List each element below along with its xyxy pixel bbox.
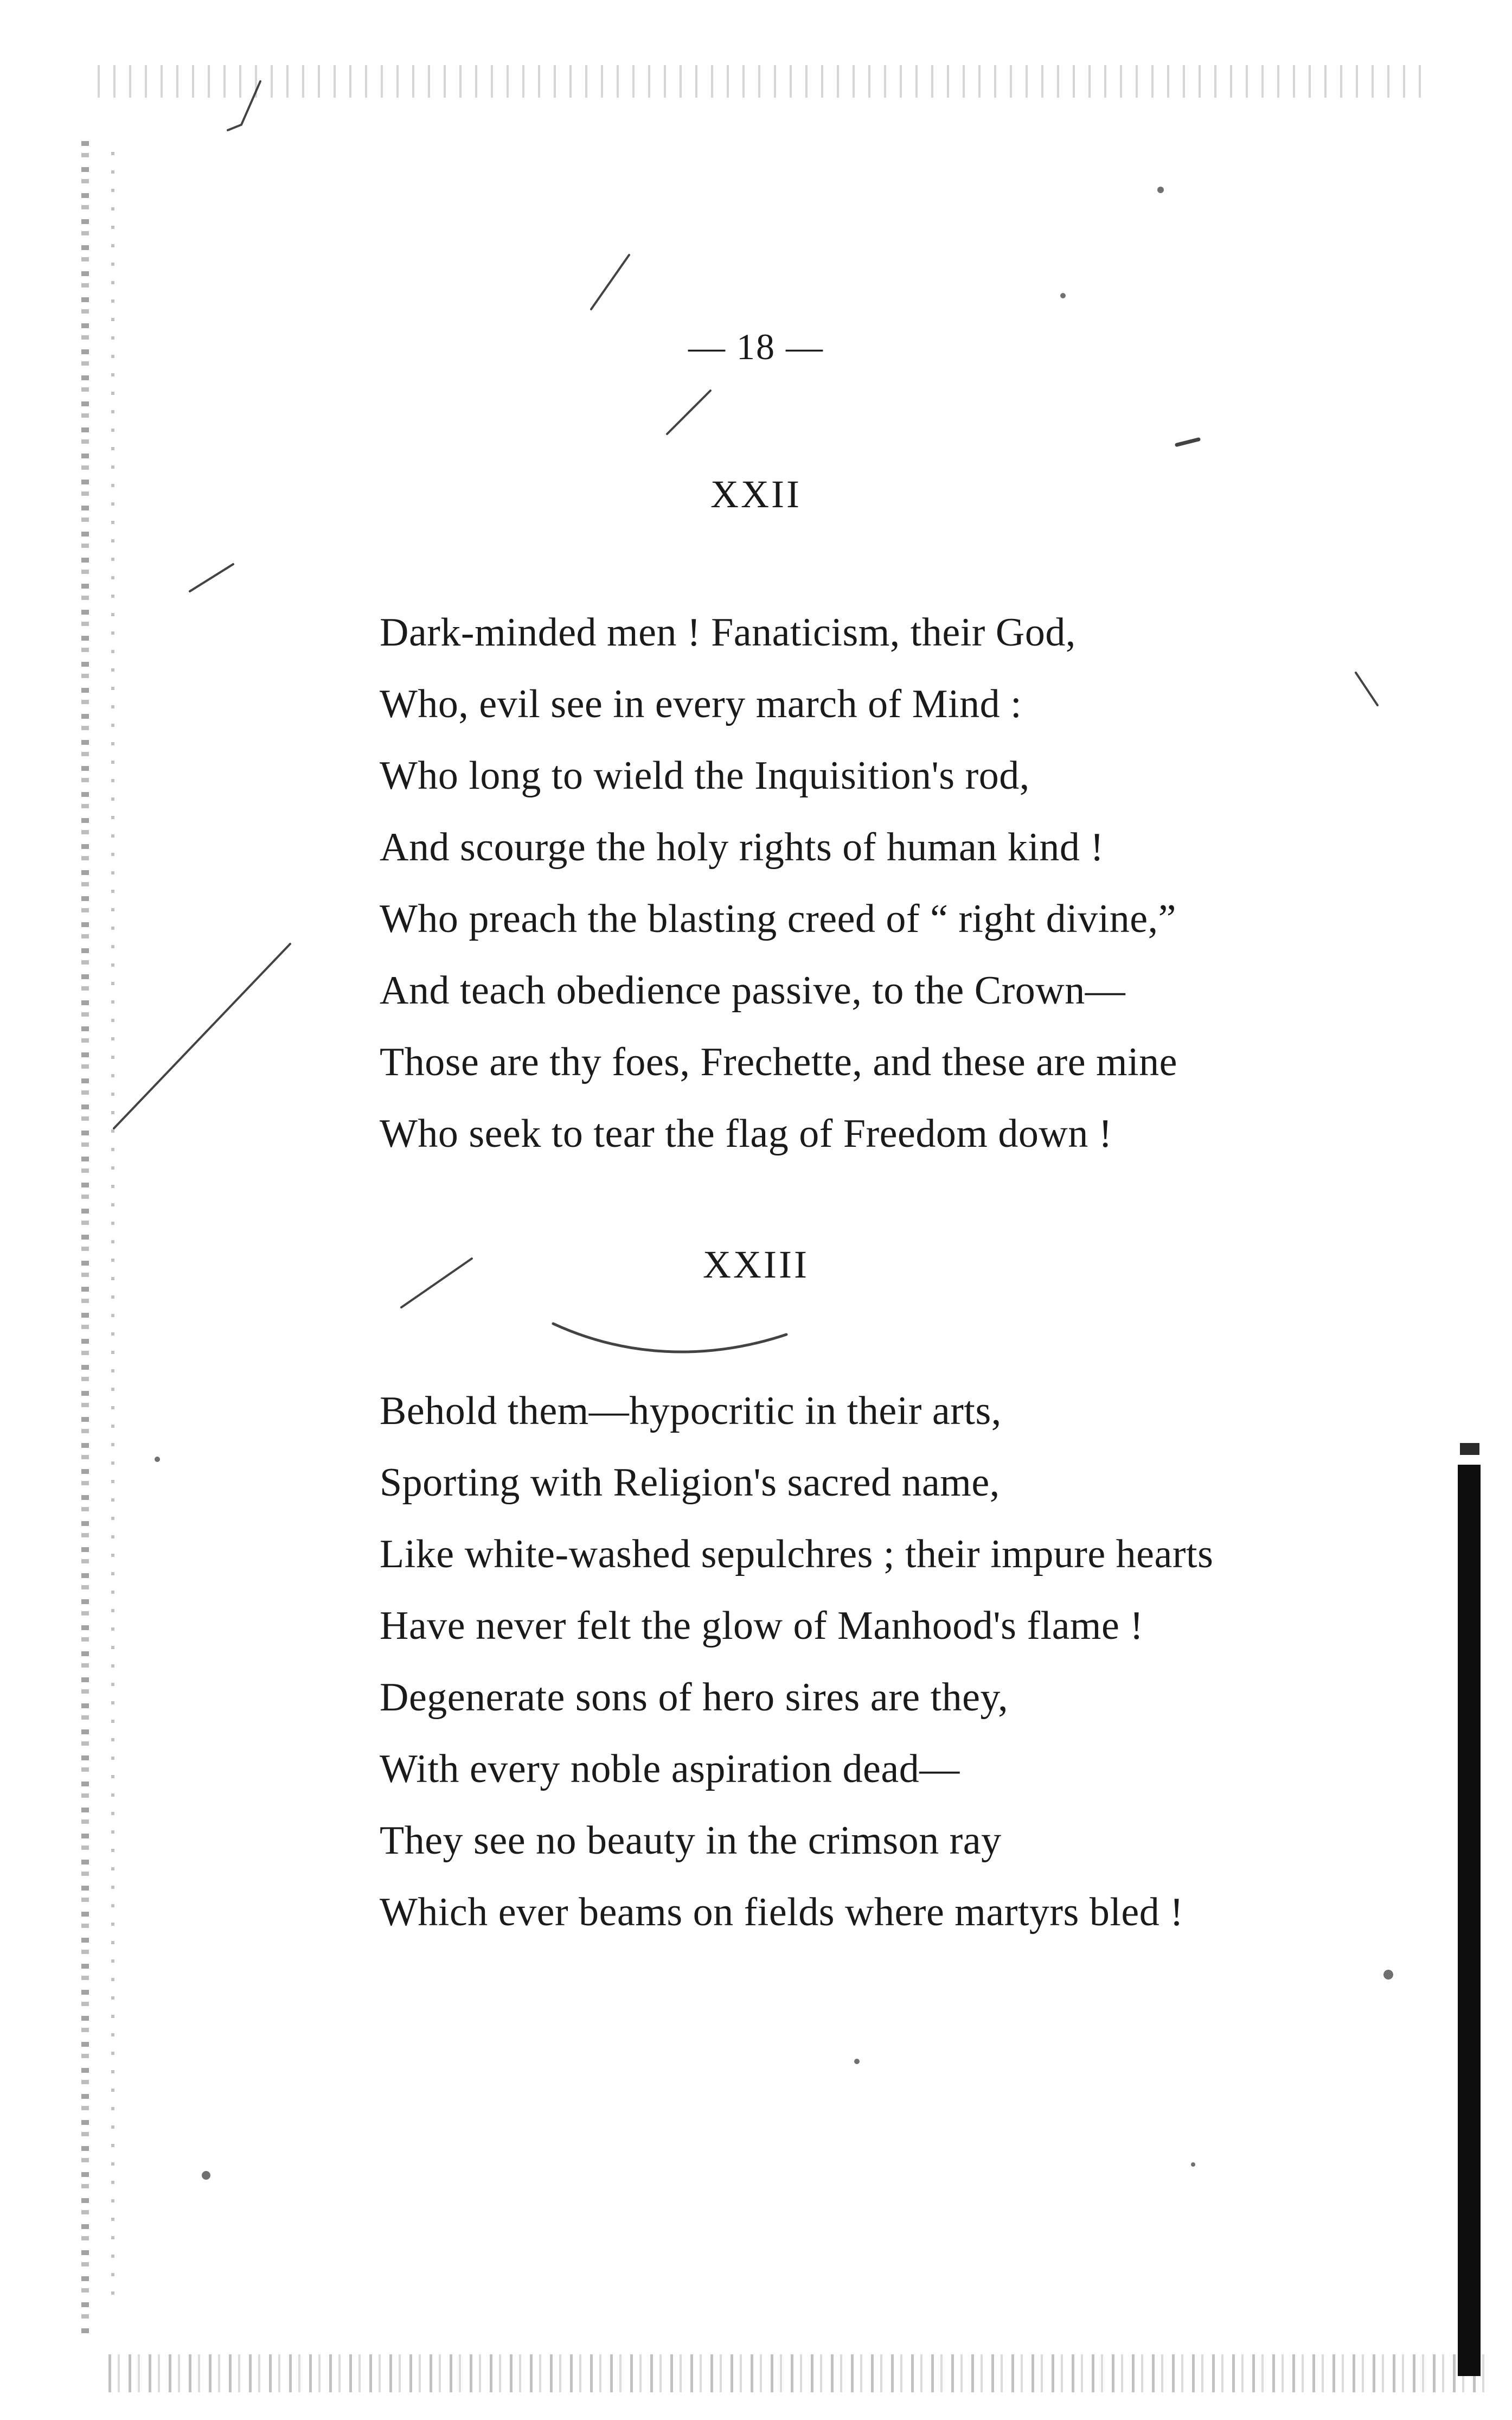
verse-line: Who preach the blasting creed of “ right divine,” — [380, 897, 1176, 941]
verse-line: Those are thy foes, Frechette, and these are mine — [380, 1040, 1178, 1084]
verse-line: Who long to wield the Inquisition's rod, — [380, 754, 1030, 798]
verse-line: Behold them—hypocritic in their arts, — [380, 1389, 1002, 1433]
verse-line: With every noble aspiration dead— — [380, 1747, 960, 1791]
verse-line: Who seek to tear the flag of Freedom down ! — [380, 1112, 1113, 1156]
verse-line: Sporting with Religion's sacred name, — [380, 1460, 1000, 1505]
page-number: — 18 — — [688, 326, 824, 367]
verse-line: They see no beauty in the crimson ray — [380, 1818, 1002, 1863]
stanza-xxiii — [380, 1375, 1437, 1948]
verse-line: Dark-minded men ! Fanaticism, their God, — [380, 610, 1076, 655]
verse-line: Degenerate sons of hero sires are they, — [380, 1675, 1009, 1720]
verse-line: And scourge the holy rights of human kind ! — [380, 825, 1104, 870]
stanza-heading-xxiii: XXIII — [703, 1243, 809, 1286]
stanza-heading-xxii: XXII — [710, 472, 802, 516]
verse-line: Have never felt the glow of Manhood's flame ! — [380, 1604, 1144, 1648]
verse-line: Like white-washed sepulchres ; their impure hearts — [380, 1532, 1214, 1576]
stanza-xxii — [380, 597, 1437, 1170]
verse-line: Who, evil see in every march of Mind : — [380, 682, 1022, 726]
verse-line: And teach obedience passive, to the Crown— — [380, 968, 1126, 1013]
verse-line: Which ever beams on fields where martyrs bled ! — [380, 1890, 1184, 1934]
